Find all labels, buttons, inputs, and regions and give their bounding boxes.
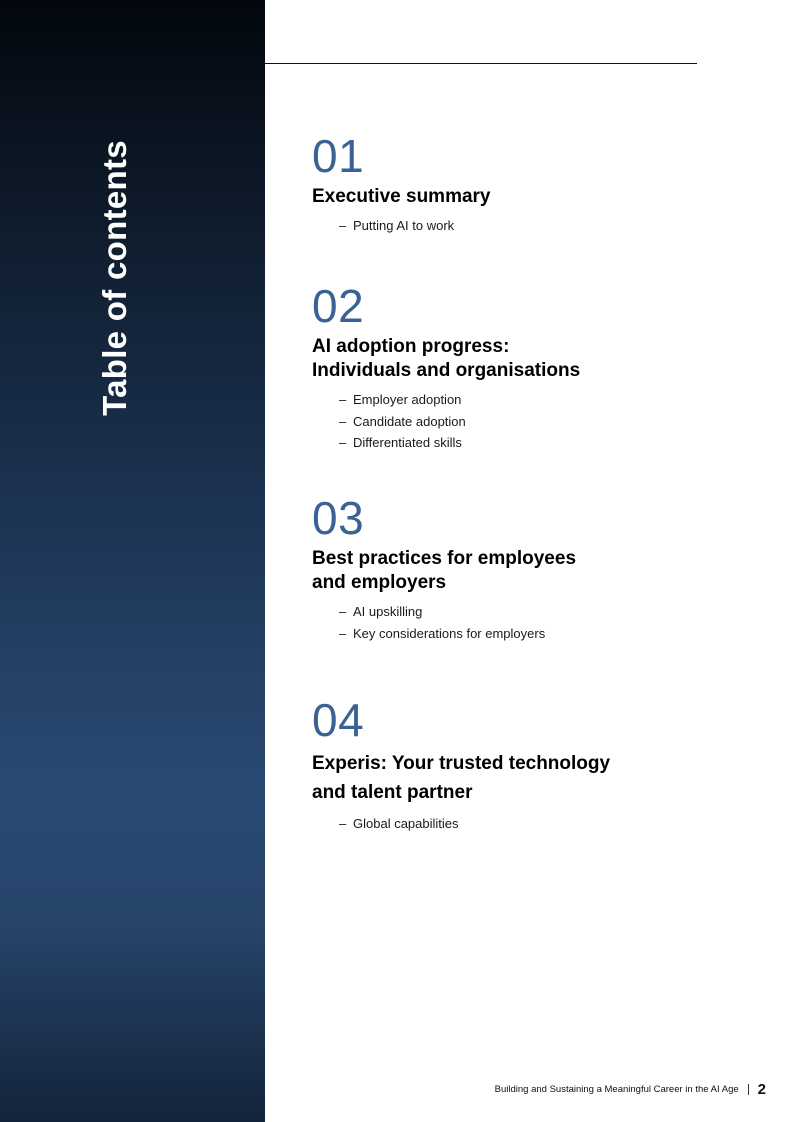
subsection-label: Key considerations for employers: [353, 625, 546, 641]
section-title[interactable]: [312, 185, 491, 209]
section-title-text: Executive summary: [312, 186, 491, 207]
page-title: Table of contents: [96, 140, 133, 416]
subsection-list: [339, 601, 576, 644]
subsection-list: [339, 215, 491, 237]
subsection-item[interactable]: [339, 411, 580, 433]
top-divider: [265, 63, 697, 64]
subsection-item[interactable]: [339, 215, 491, 237]
dash-marker: –: [339, 625, 347, 641]
section-title[interactable]: [312, 547, 576, 595]
subsection-list: [339, 389, 580, 454]
toc-section-04: [312, 694, 611, 835]
subsection-label: Candidate adoption: [353, 413, 466, 429]
footer-separator: [748, 1084, 749, 1095]
section-title-line-1: AI adoption progress:: [312, 336, 510, 357]
section-title-line-1: Best practices for employees: [312, 548, 577, 569]
subsection-item[interactable]: [339, 813, 610, 835]
section-title-line-2: and employers: [312, 572, 447, 593]
section-title-line-1: Experis: Your trusted technology: [312, 753, 611, 774]
toc-section-01: [312, 130, 491, 237]
toc-section-02: [312, 280, 581, 454]
section-title[interactable]: [312, 335, 580, 383]
dash-marker: –: [339, 816, 347, 831]
dash-marker: –: [339, 435, 347, 450]
subsection-label: Global capabilities: [353, 816, 459, 831]
dash-marker: –: [339, 604, 347, 619]
toc-section-03: [312, 492, 577, 644]
page-number: 2: [757, 1081, 766, 1098]
section-title-line-2: and talent partner: [312, 782, 473, 803]
section-title[interactable]: [312, 749, 610, 807]
section-title-line-2: Individuals and organisations: [312, 360, 581, 381]
sidebar-panel: [0, 0, 265, 1122]
subsection-label: Putting AI to work: [353, 218, 455, 233]
section-number: 02: [312, 280, 365, 332]
dash-marker: –: [339, 413, 347, 429]
subsection-item[interactable]: [339, 623, 576, 645]
page-footer: [495, 1081, 766, 1098]
subsection-label: Differentiated skills: [353, 435, 462, 450]
subsection-label: Employer adoption: [353, 392, 462, 407]
subsection-item[interactable]: [339, 432, 580, 454]
section-number: 04: [312, 694, 365, 746]
subsection-list: [339, 813, 610, 835]
section-number: 03: [312, 492, 365, 544]
subsection-item[interactable]: [339, 601, 576, 623]
dash-marker: –: [339, 218, 347, 233]
subsection-item[interactable]: [339, 389, 580, 411]
subsection-label: AI upskilling: [353, 604, 423, 619]
section-number: 01: [312, 130, 365, 182]
footer-document-title: Building and Sustaining a Meaningful Career in the AI Age: [494, 1084, 739, 1095]
dash-marker: –: [339, 392, 347, 407]
